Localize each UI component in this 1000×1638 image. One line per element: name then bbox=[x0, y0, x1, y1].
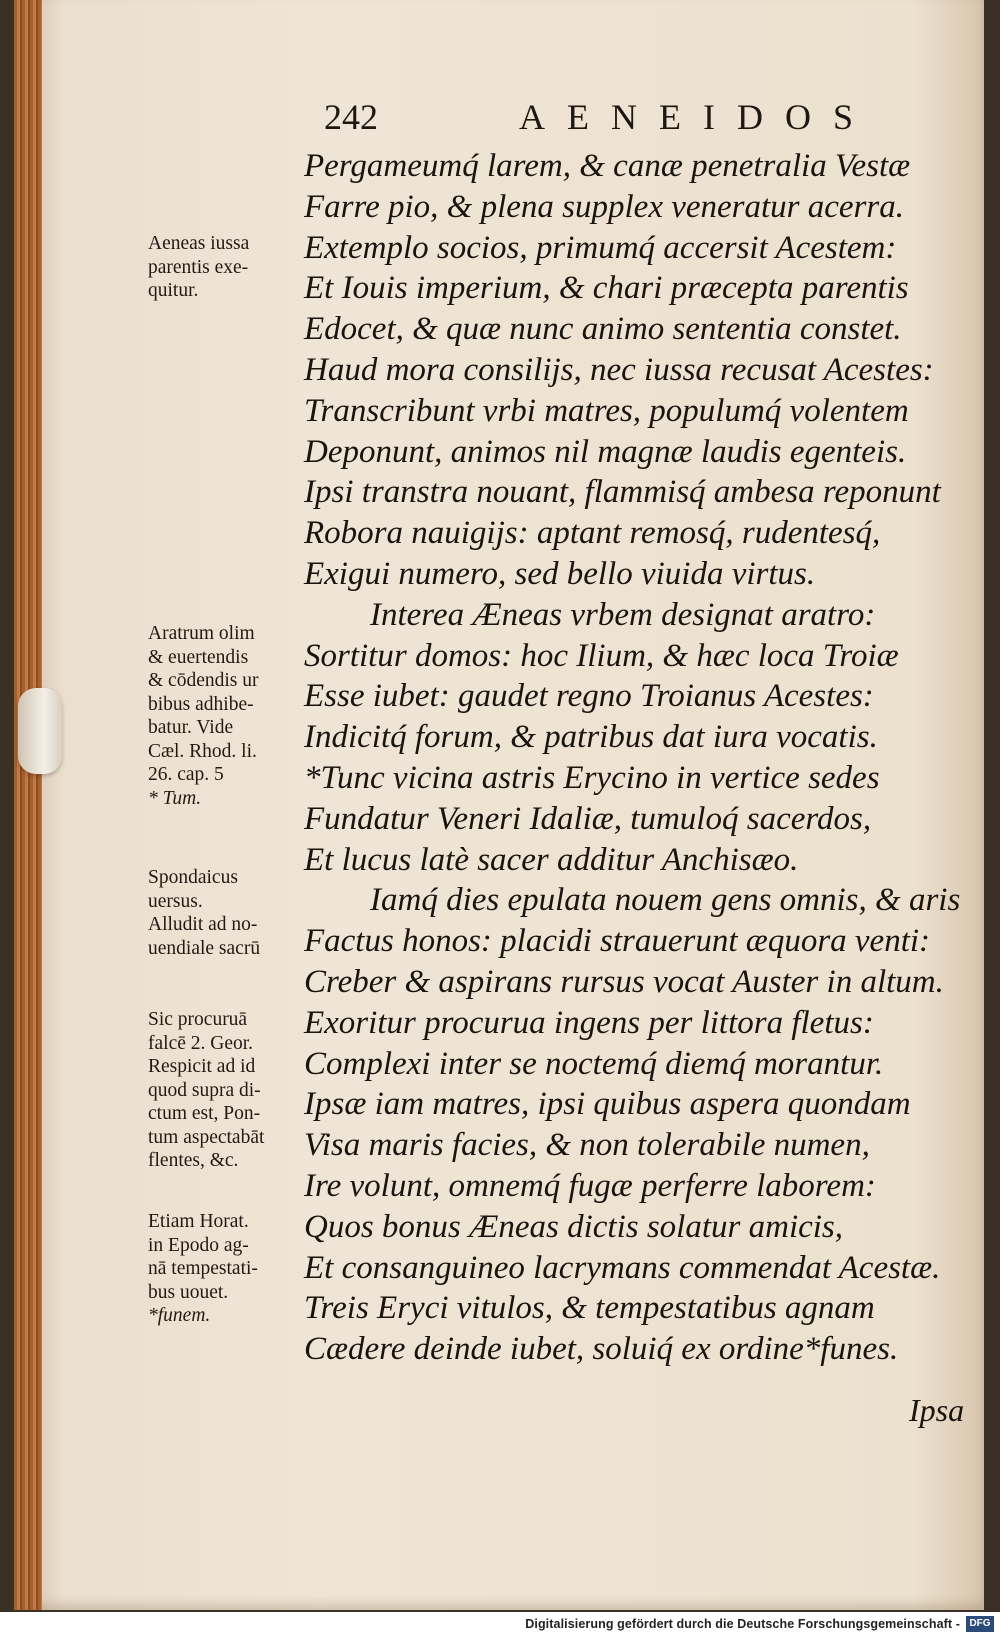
verse-line: Cædere deinde iubet, soluiq́ ex ordine*funes. bbox=[304, 1331, 899, 1368]
page-number: 242 bbox=[324, 97, 378, 137]
note-line: Respicit ad id bbox=[148, 1056, 256, 1077]
verse-line: Complexi inter se noctemq́ diemq́ morantur. bbox=[304, 1045, 884, 1082]
verse-line: Esse iubet: gaudet regno Troianus Acestes: bbox=[304, 678, 874, 715]
verse-line: Treis Eryci vitulos, & tempestatibus agnam bbox=[304, 1290, 875, 1327]
note-line: *funem. bbox=[148, 1305, 211, 1326]
note-line: Sic procuruā bbox=[148, 1009, 248, 1030]
verse-line: Farre pio, & plena supplex veneratur acerra. bbox=[304, 188, 904, 225]
marginal-note bbox=[148, 622, 308, 810]
note-line: Spondaicus bbox=[148, 867, 238, 888]
running-header bbox=[314, 96, 874, 142]
verse-block bbox=[304, 146, 984, 1370]
note-line: uersus. bbox=[148, 890, 203, 912]
note-line: & cōdendis ur bbox=[148, 670, 259, 691]
verse-line: Transcribunt vrbi matres, populumq́ volentem bbox=[304, 392, 909, 429]
footer-bar bbox=[0, 1612, 1000, 1638]
verse-line: Visa maris facies, & non tolerabile numen, bbox=[304, 1127, 870, 1164]
note-line: falcē 2. Geor. bbox=[148, 1032, 254, 1054]
verse-line: Quos bonus Æneas dictis solatur amicis, bbox=[304, 1208, 844, 1245]
dfg-logo-icon: DFG bbox=[966, 1616, 994, 1632]
note-line: uendiale sacrū bbox=[148, 937, 261, 959]
note-line: quod supra di- bbox=[148, 1079, 261, 1101]
note-line: Etiam Horat. bbox=[148, 1211, 249, 1232]
book-page bbox=[14, 0, 984, 1610]
verse-line: Ipsi transtra nouant, flammisq́ ambesa reponunt bbox=[304, 474, 941, 511]
verse-line: Robora nauigijs: aptant remosq́, rudentesq́, bbox=[304, 515, 881, 552]
verse-line: Ipsæ iam matres, ipsi quibus aspera quondam bbox=[304, 1086, 911, 1123]
marginal-note bbox=[148, 232, 308, 303]
book-clip bbox=[18, 688, 62, 774]
verse-line: Factus honos: placidi strauerunt æquora venti: bbox=[304, 923, 931, 960]
marginal-note bbox=[148, 866, 308, 960]
verse-line: Et Iouis imperium, & chari præcepta parentis bbox=[304, 270, 909, 307]
verse-line: Sortitur domos: hoc Ilium, & hæc loca Troiæ bbox=[304, 637, 899, 674]
note-line: ctum est, Pon- bbox=[148, 1103, 261, 1124]
verse-line: Et consanguineo lacrymans commendat Acestæ. bbox=[304, 1249, 941, 1286]
note-line: quitur. bbox=[148, 280, 199, 301]
page-edge bbox=[14, 0, 42, 1610]
note-line: tum aspectabāt bbox=[148, 1126, 265, 1148]
verse-line: Creber & aspirans rursus vocat Auster in altum. bbox=[304, 963, 944, 1000]
verse-line: Edocet, & quæ nunc animo sententia constet. bbox=[304, 311, 902, 348]
note-line: bibus adhibe- bbox=[148, 693, 254, 715]
verse-line: Haud mora consilijs, nec iussa recusat Acestes: bbox=[304, 351, 934, 388]
note-line: nā tempestati- bbox=[148, 1258, 258, 1279]
verse-line: Interea Æneas vrbem designat aratro: bbox=[370, 596, 876, 633]
note-line: flentes, &c. bbox=[148, 1150, 239, 1171]
note-line: in Epodo ag- bbox=[148, 1234, 249, 1256]
catchword: Ipsa bbox=[909, 1392, 965, 1428]
note-line: bus uouet. bbox=[148, 1281, 229, 1303]
verse-line: Et lucus latè sacer additur Anchisæo. bbox=[304, 841, 799, 878]
verse-line: Exigui numero, sed bello viuida virtus. bbox=[304, 555, 816, 592]
verse-line: Pergameumq́ larem, & canæ penetralia Vestæ bbox=[304, 148, 911, 184]
marginal-note bbox=[148, 1008, 308, 1173]
marginal-note bbox=[148, 1210, 308, 1328]
verse-line: Fundatur Veneri Idaliæ, tumuloq́ sacerdos, bbox=[304, 800, 872, 837]
verse-line: Iamq́ dies epulata nouem gens omnis, & aris bbox=[370, 882, 961, 919]
verse-line: Exoritur procurua ingens per littora fletus: bbox=[304, 1004, 874, 1041]
running-title: AENEIDOS bbox=[519, 97, 875, 137]
verse-line: *Tunc vicina astris Erycino in vertice sedes bbox=[304, 759, 880, 796]
note-line: Alludit ad no- bbox=[148, 914, 258, 935]
note-line: * Tum. bbox=[148, 787, 202, 809]
footer-credit: Digitalisierung gefördert durch die Deutsche Forschungsgemeinschaft - bbox=[525, 1617, 960, 1631]
verse-line: Ire volunt, omnemq́ fugæ perferre laborem: bbox=[304, 1167, 876, 1204]
note-line: parentis exe- bbox=[148, 256, 249, 278]
verse-line: Extemplo socios, primumq́ accersit Acestem: bbox=[304, 229, 897, 266]
note-line: Cæl. Rhod. li. bbox=[148, 740, 257, 762]
verse-line: Deponunt, animos nil magnæ laudis egenteis. bbox=[304, 433, 907, 470]
note-line: 26. cap. 5 bbox=[148, 764, 224, 785]
note-line: batur. Vide bbox=[148, 717, 234, 738]
note-line: & euertendis bbox=[148, 646, 249, 668]
note-line: Aratrum olim bbox=[148, 623, 255, 644]
note-line: Aeneas iussa bbox=[148, 233, 250, 254]
verse-line: Indicitq́ forum, & patribus dat iura vocatis. bbox=[304, 719, 878, 756]
